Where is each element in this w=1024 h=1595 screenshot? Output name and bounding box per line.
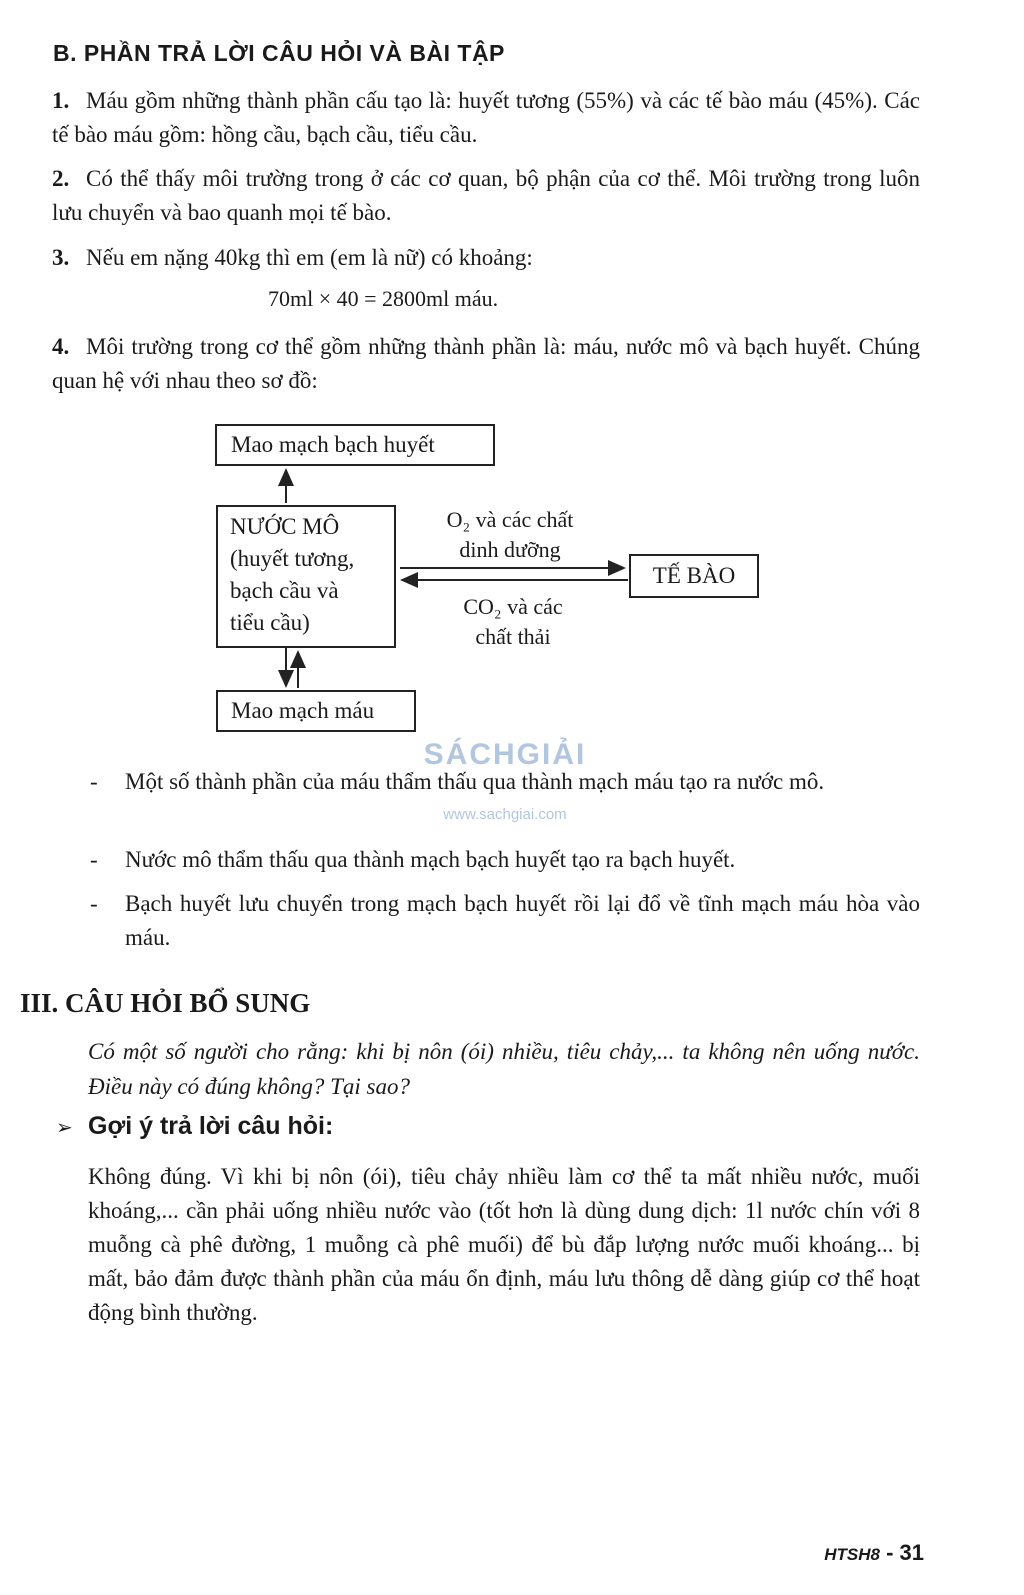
hint-heading [56,1112,333,1141]
section-b-heading: B. PHẦN TRẢ LỜI CÂU HỎI VÀ BÀI TẬP [53,40,505,66]
tissue-fluid-box [216,505,396,648]
watermark-title: SÁCHGIẢI [423,738,587,771]
watermark-url: www.sachgiai.com [443,806,567,823]
answer-text: Nếu em nặng 40kg thì em (em là nữ) có khoảng: [86,245,533,270]
lymph-capillary-label: Mao mạch bạch huyết [231,432,435,457]
cell-box [629,554,759,598]
tissue-fluid-line: tiểu cầu) [230,610,310,635]
answer-number: 4. [52,334,70,359]
answer-number: 2. [52,166,70,191]
answer-text: Máu gồm những thành phần cấu tạo là: huyết tương (55%) và các tế bào máu (45%). Các tế bào máu gồm: hồng cầu, bạch cầu, tiểu cầu. [52,88,920,147]
hint-title: Gợi ý trả lời câu hỏi: [88,1112,334,1140]
supplementary-question: Có một số người cho rằng: khi bị nôn (ói) nhiều, tiêu chảy,... ta không nên uống nước. Điều này có đúng không? Tại sao? [88,1039,920,1099]
from-cell-label [418,592,608,652]
answer-text: Môi trường trong cơ thể gồm những thành phần là: máu, nước mô và bạch huyết. Chúng quan hệ với nhau theo sơ đồ: [52,334,920,393]
to-cell-line: dinh dưỡng [459,537,561,562]
bullet-text: Bạch huyết lưu chuyển trong mạch bạch huyết rồi lại đổ về tĩnh mạch máu hòa vào máu. [125,891,920,950]
bullet-text: Nước mô thẩm thấu qua thành mạch bạch huyết tạo ra bạch huyết. [125,847,736,872]
arrow-bullet-icon: ➢ [56,1117,73,1139]
bullet-item [90,765,920,799]
tissue-fluid-line: (huyết tương, [230,546,355,571]
book-code: HTSH8 [824,1545,880,1564]
from-cell-line: chất thải [475,624,551,649]
blood-volume-formula: 70ml × 40 = 2800ml máu. [268,286,499,311]
answer-number: 1. [52,88,70,113]
bullet-item [90,843,920,877]
blood-capillary-box [216,690,416,732]
lymph-capillary-box [215,424,495,466]
bullet-item [90,887,920,955]
answer-text: Có thể thấy môi trường trong ở các cơ quan, bộ phận của cơ thể. Môi trường trong luôn lưu chuyển và bao quanh mọi tế bào. [52,166,920,225]
hint-answer: Không đúng. Vì khi bị nôn (ói), tiêu chảy nhiều làm cơ thể ta mất nhiều nước, muối khoáng,... cần phải uống nhiều nước vào (tốt hơn là dùng dung dịch: 1l nước chín với 8 muỗng cà phê đường, 1 muỗng cà phê muối) để bù đắp lượng nước muối khoáng... bị mất, bảo đảm được thành phần của máu ổn định, máu lưu thông dễ dàng giúp cơ thể hoạt động bình thường. [88,1164,920,1325]
cell-label: TẾ BÀO [652,563,736,588]
tissue-fluid-line: bạch cầu và [230,578,339,603]
bullet-dash: - [90,769,98,794]
page-footer [824,1540,924,1566]
answer-number: 3. [52,245,70,270]
bullet-dash: - [90,847,98,872]
tissue-fluid-title: NƯỚC MÔ [230,514,340,539]
page-number: 31 [899,1540,924,1565]
bullet-dash: - [90,891,98,916]
to-cell-line: O₂ và các chất [446,507,574,532]
footer-separator: - [886,1540,894,1565]
section-iii-heading: III. CÂU HỎI BỔ SUNG [20,988,311,1018]
from-cell-line: CO₂ và các [463,594,563,619]
blood-capillary-label: Mao mạch máu [231,698,375,723]
to-cell-label [415,505,605,565]
bullet-text: Một số thành phần của máu thẩm thấu qua thành mạch máu tạo ra nước mô. [125,769,825,794]
